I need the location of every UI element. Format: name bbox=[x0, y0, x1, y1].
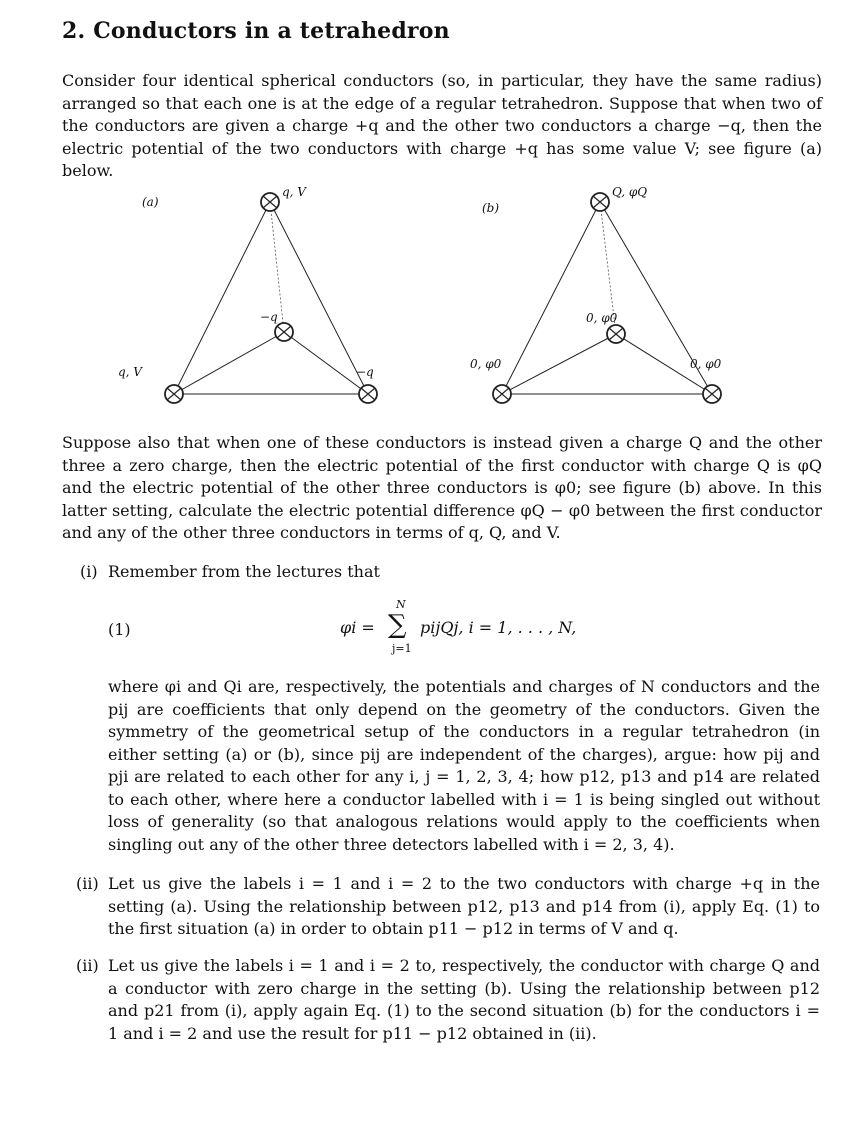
conductor-node bbox=[591, 193, 609, 211]
edge bbox=[502, 334, 616, 394]
section-title: 2. Conductors in a tetrahedron bbox=[62, 18, 450, 44]
label-left-a: q, V bbox=[118, 365, 142, 379]
conductor-node bbox=[493, 385, 511, 403]
equation-1 bbox=[340, 598, 640, 658]
conductor-node bbox=[165, 385, 183, 403]
label-inner-a: −q bbox=[260, 310, 278, 324]
label-top-b: Q, φQ bbox=[612, 185, 648, 199]
item-ii-b-label: (ii) bbox=[76, 956, 99, 975]
edge bbox=[174, 202, 270, 394]
second-paragraph: Suppose also that when one of these conductors is instead given a charge Q and the other three a zero charge, then the electric potential of the first conductor with charge Q is φQ and the electric potential of the other three conductors is φ0; see figure (b) above. In this latter setting, calculate the electric potential difference φQ − φ0 between the first conductor and any of the other three conductors in terms of q, Q, and V. bbox=[62, 433, 822, 542]
edge bbox=[284, 332, 368, 394]
item-i-body: where φi and Qi are, respectively, the potentials and charges of N conductors and the pij are coefficients that only depend on the geometry of the conductors. Given the symmetry of the geometrical setup of the conductors in a regular tetrahedron (in either setting (a) or (b), since pij are independent of the charges), argue: how pij and pji are related to each other for any i, j = 1, 2, 3, 4; how p12, p13 and p14 are related to each other, where here a conductor labelled with i = 1 is being singled out without loss of generality (so that analogous relations would apply to the coefficients when singling out any of the other three detectors labelled with i = 2, 3, 4). bbox=[108, 677, 820, 854]
equation-lhs: φi = bbox=[340, 618, 375, 637]
item-i-label: (i) bbox=[80, 562, 98, 581]
conductor-node bbox=[703, 385, 721, 403]
edge bbox=[174, 332, 284, 394]
edge bbox=[270, 202, 368, 394]
panel-b bbox=[470, 185, 722, 403]
item-i-lead: Remember from the lectures that bbox=[108, 562, 380, 581]
equation-number: (1) bbox=[108, 620, 131, 639]
sum-lower-limit: j=1 bbox=[392, 642, 412, 655]
item-ii-a-body: Let us give the labels i = 1 and i = 2 to the two conductors with charge +q in the setting (a). Using the relationship between p12, p13 and p14 from (i), apply Eq. (1) to the first situation (a) in order to obtain p11 − p12 in terms of V and q. bbox=[108, 874, 820, 938]
equation-rhs: pijQj, i = 1, . . . , N, bbox=[420, 618, 577, 637]
sum-upper-limit: N bbox=[396, 598, 406, 611]
item-ii-a-label: (ii) bbox=[76, 874, 99, 893]
label-right-a: −q bbox=[356, 365, 374, 379]
label-left-b: 0, φ0 bbox=[470, 357, 502, 371]
panel-b-label: (b) bbox=[482, 201, 500, 215]
panel-a-label: (a) bbox=[142, 195, 159, 209]
conductor-node bbox=[359, 385, 377, 403]
intro-paragraph: Consider four identical spherical conductors (so, in particular, they have the same radius) arranged so that each one is at the edge of a regular tetrahedron. Suppose that when two of the conductors are given a charge +q and the other two conductors a charge −q, then the electric potential of the two conductors with charge +q has some value V; see figure (a) below. bbox=[62, 71, 822, 180]
tetrahedron-figure bbox=[100, 176, 780, 416]
label-right-b: 0, φ0 bbox=[690, 357, 722, 371]
label-inner-b: 0, φ0 bbox=[586, 311, 618, 325]
summation-symbol: ∑ bbox=[388, 610, 407, 640]
conductor-node bbox=[607, 325, 625, 343]
item-ii-b-body: Let us give the labels i = 1 and i = 2 to, respectively, the conductor with charge Q and a conductor with zero charge in the setting (b). Using the relationship between p12 and p21 from (i), apply again Eq. (1) to the second situation (b) for the conductors i = 1 and i = 2 and use the result for p11 − p12 obtained in (ii). bbox=[108, 956, 820, 1043]
label-top-a: q, V bbox=[282, 185, 306, 199]
conductor-node bbox=[275, 323, 293, 341]
panel-a bbox=[118, 185, 377, 403]
conductor-node bbox=[261, 193, 279, 211]
edge bbox=[502, 202, 600, 394]
